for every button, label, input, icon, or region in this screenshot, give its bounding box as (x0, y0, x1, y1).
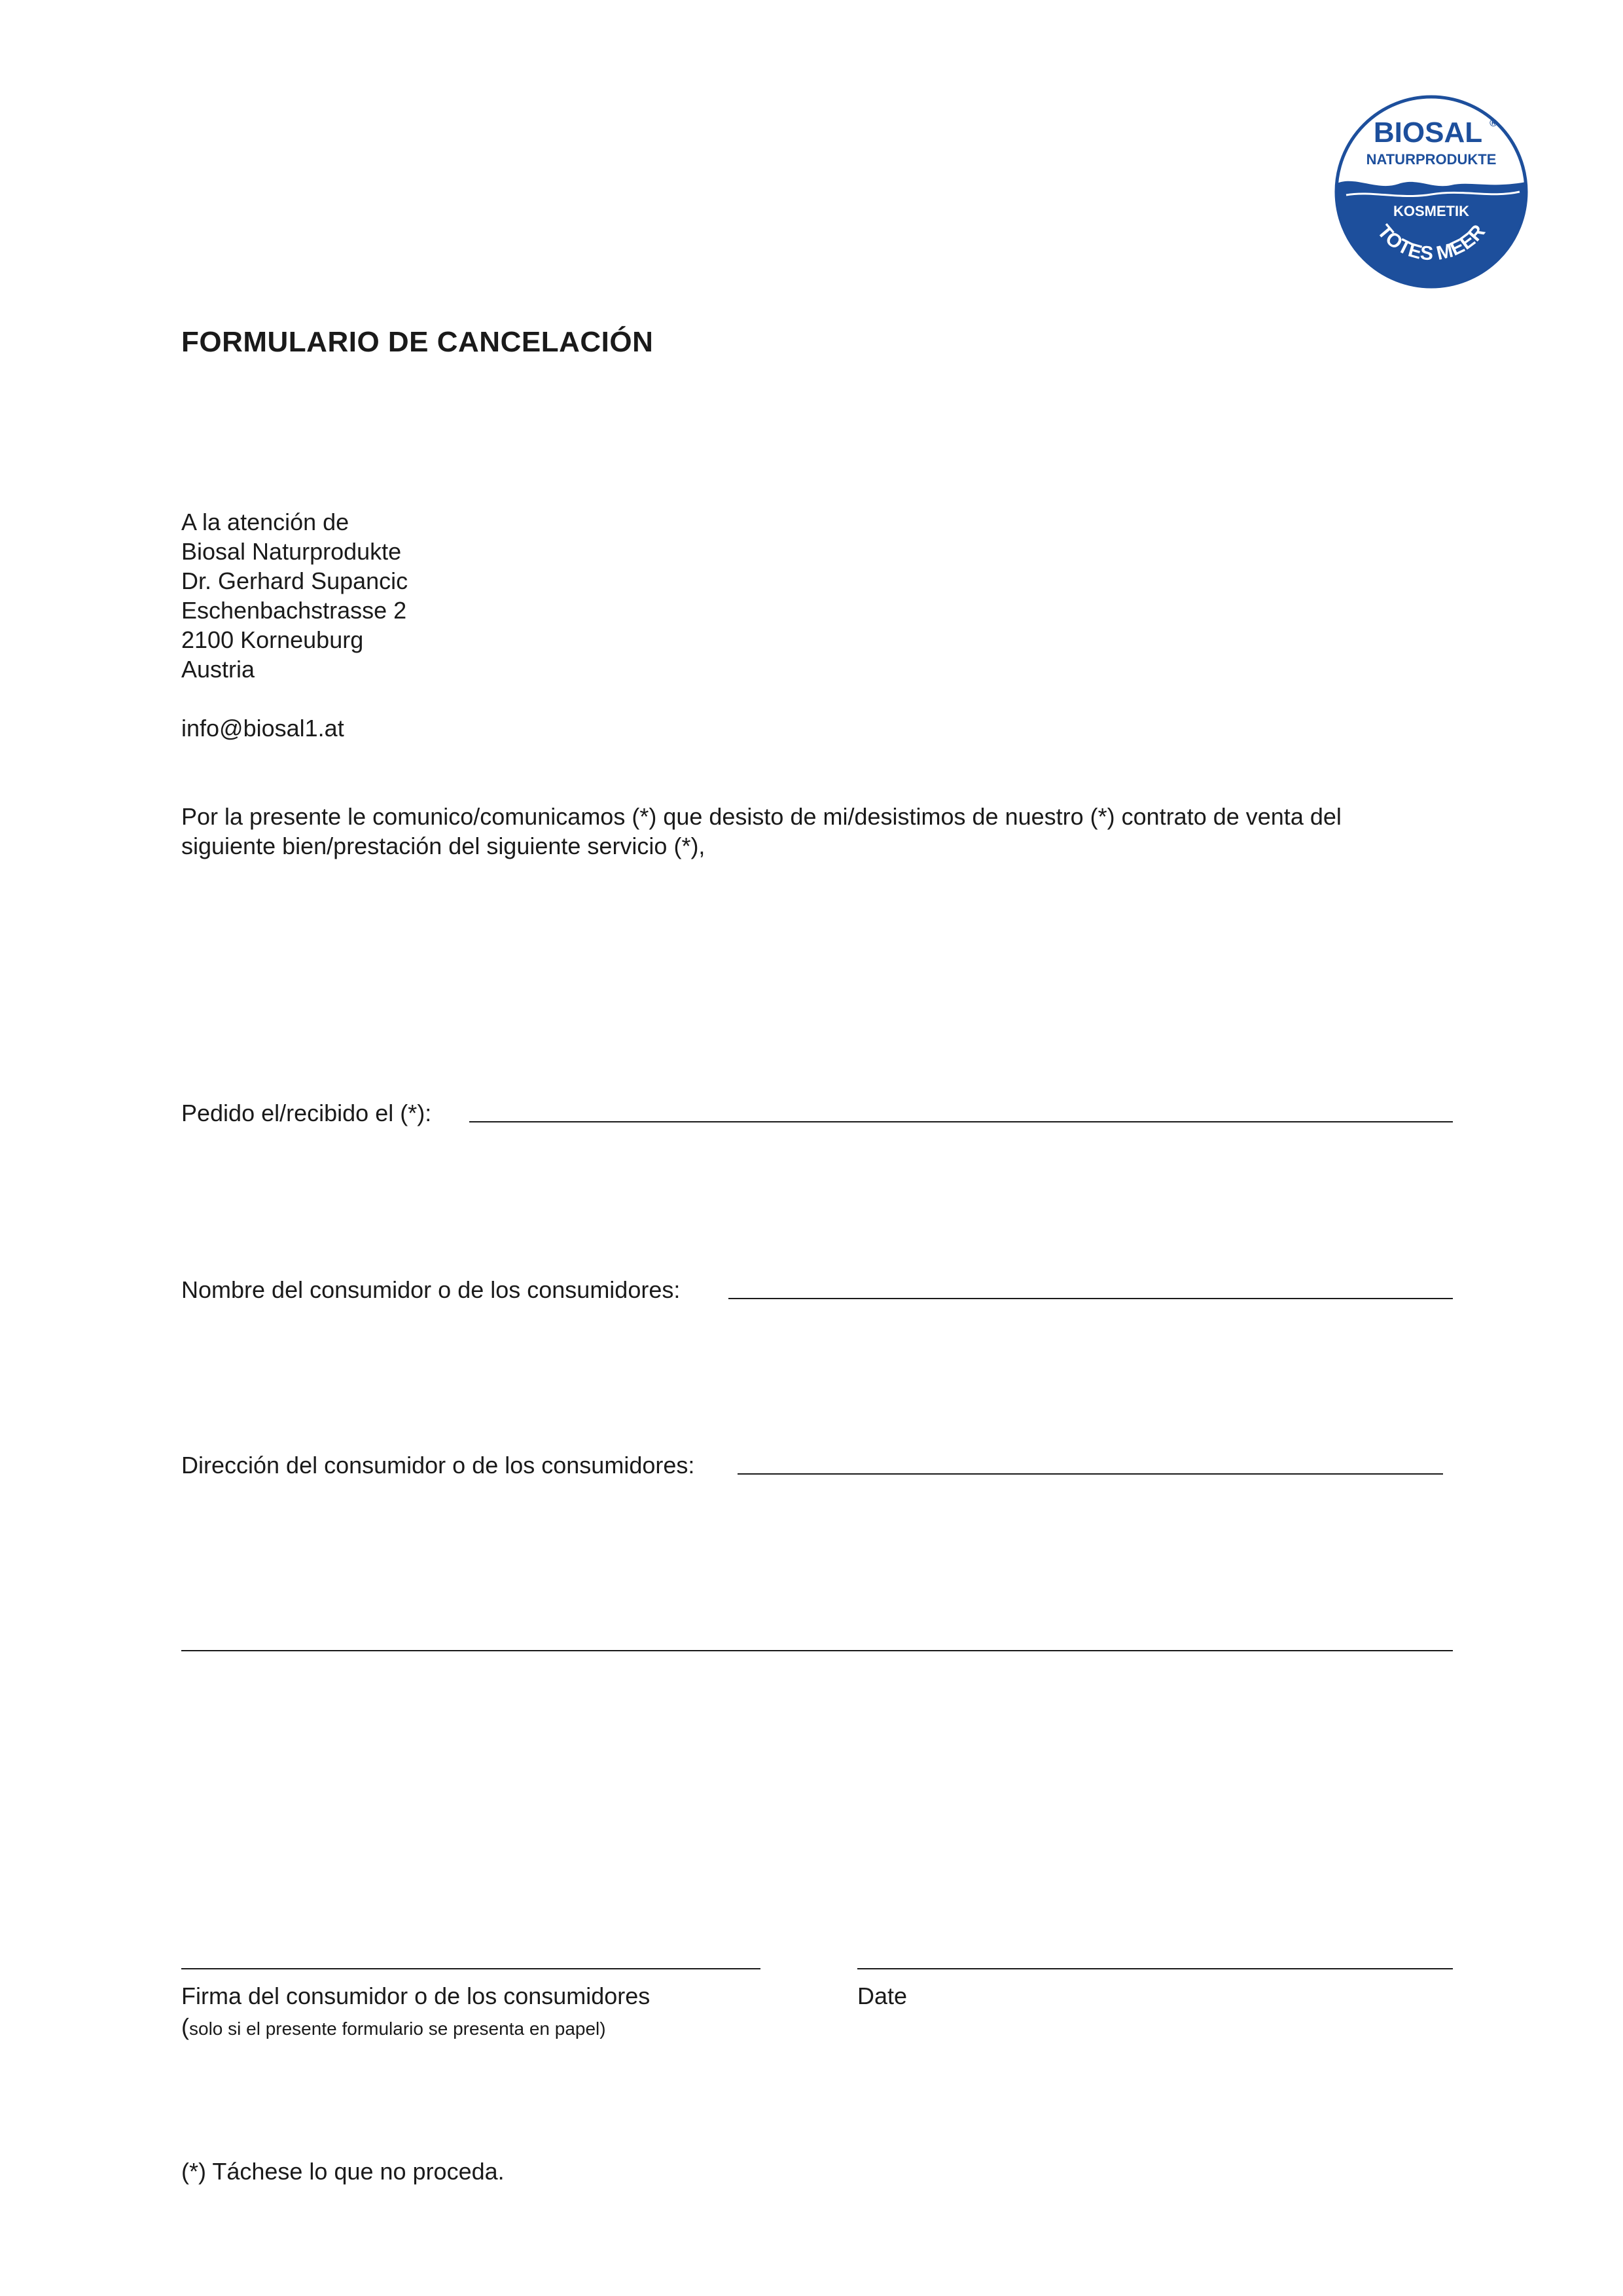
address-line-city: 2100 Korneuburg (181, 626, 364, 653)
consumer-name-line[interactable] (728, 1298, 1453, 1299)
ordered-date-line[interactable] (469, 1121, 1453, 1122)
address-line-person: Dr. Gerhard Supancic (181, 567, 408, 594)
consumer-name-label: Nombre del consumidor o de los consumidores: (181, 1276, 681, 1303)
logo-totes-meer: TOTES MEER (1373, 221, 1489, 265)
date-line[interactable] (857, 1968, 1453, 1969)
statement-line-2: siguiente bien/prestación del siguiente servicio (*), (181, 833, 705, 859)
date-label: Date (857, 1982, 908, 2009)
consumer-address-line[interactable] (738, 1473, 1443, 1475)
logo-registered: ® (1489, 118, 1497, 129)
address-line-company: Biosal Naturprodukte (181, 538, 402, 565)
consumer-address-line-2[interactable] (181, 1650, 1453, 1651)
signature-note (181, 2012, 606, 2041)
address-line-street: Eschenbachstrasse 2 (181, 597, 407, 624)
signature-label: Firma del consumidor o de los consumidores (181, 1982, 651, 2009)
logo-brand: BIOSAL (1373, 117, 1483, 149)
biosal-logo (1333, 94, 1529, 290)
page-title: FORMULARIO DE CANCELACIÓN (181, 326, 654, 358)
signature-note-paren: ( (181, 2013, 189, 2040)
address-line-country: Austria (181, 656, 255, 683)
statement-line-1: Por la presente le comunico/comunicamos (*) que desisto de mi/desistimos de nuestro (*) contrato de venta del (181, 803, 1342, 830)
address-email: info@biosal1.at (181, 715, 344, 742)
logo-naturprodukte: NATURPRODUKTE (1366, 151, 1497, 168)
logo-kosmetik: KOSMETIK (1393, 203, 1470, 219)
address-line-attention: A la atención de (181, 509, 349, 535)
signature-note-text: solo si el presente formulario se presenta en papel) (189, 2018, 606, 2039)
ordered-date-label: Pedido el/recibido el (*): (181, 1100, 432, 1126)
signature-line[interactable] (181, 1968, 760, 1969)
consumer-address-label: Dirección del consumidor o de los consumidores: (181, 1452, 695, 1479)
footnote: (*) Táchese lo que no proceda. (181, 2158, 505, 2185)
